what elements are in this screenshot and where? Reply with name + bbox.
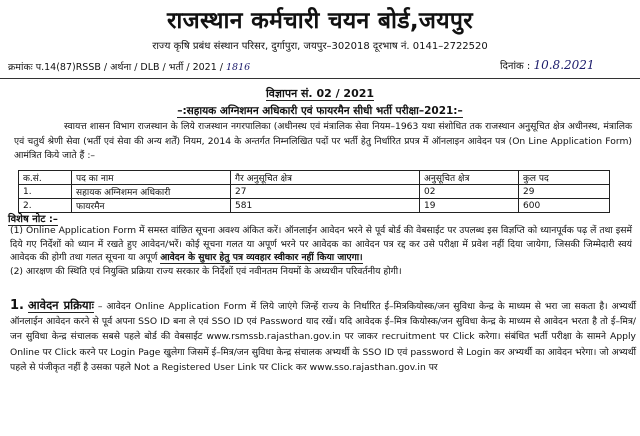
exam-title: –:सहायक अग्निशमन अधिकारी एवं फायरमैन सीधी भर्ती परीक्षा–2021:–: [177, 105, 463, 117]
posts-table: [18, 170, 610, 213]
table-cell: 29: [519, 185, 610, 199]
note-item-2: (2) आरक्षण की स्थिति एवं नियुक्ति प्रक्रिया राज्य सरकार के निर्देशों एवं नवीनतम नियमों के अध्यधीन परिवर्तनीय होगी।: [10, 265, 402, 277]
note-emphasis: आवेदन के सुधार हेतु पत्र व्यवहार स्वीकार नहीं किया जाएगा।: [160, 252, 363, 264]
table-cell: 600: [519, 199, 610, 213]
board-address: राज्य कृषि प्रबंध संस्थान परिसर, दुर्गापुरा, जयपुर–302018 दूरभाष नं. 0141–2722520: [152, 41, 488, 52]
section-application-process: [10, 298, 636, 375]
table-cell: 581: [231, 199, 420, 213]
table-header: अनुसूचित क्षेत्र: [420, 171, 519, 185]
notice-title: विज्ञापन सं. 02 / 2021: [265, 87, 375, 100]
table-cell: फायरमैन: [72, 199, 231, 213]
table-cell: 19: [420, 199, 519, 213]
table-row: [19, 185, 610, 199]
date-line: [500, 58, 595, 72]
table-cell: 27: [231, 185, 420, 199]
date-label: दिनांक :: [500, 61, 531, 72]
table-cell: 02: [420, 185, 519, 199]
table-header-row: [19, 171, 610, 185]
special-note-heading: विशेष नोट :–: [8, 214, 58, 225]
intro-paragraph: स्वायत्त शासन विभाग राजस्थान के लिये राजस्थान नगरपालिका (अधीनस्थ एवं मंत्रालिक सेवा नियम–1963 यथा संशोधित तक राजस्थान अनुसूचित क्षेत्र अधीनस्थ, मंत्रालिक एवं चतुर्थ श्रेणी सेवा (भर्ती एवं सेवा की अन्य शर्तें) नियम, 2014 के अन्तर्गत निम्नलिखित पदों पर भर्ती हेतु निर्धारित प्रपत्र में ऑनलाइन आवेदन पत्र (On Line Application Form) आमंत्रित किये जाते हैं :–: [14, 121, 632, 161]
section-text: – आवेदन Online Application Form में लिये जाएंगे जिन्हें राज्य के निर्धारित ई–मित्रकियोस्क/जन सुविधा केन्द्र के माध्यम से भरा जा सकता है। अभ्यर्थी ऑनलाईन आवेदन करने से पूर्व अपना SSO ID बना ले एवं SSO ID एवं Password याद रखें। यदि आवेदक ई–मित्र कियोस्क/जन सुविधा केन्द्र के माध्यम से आवेदन भरता है तो ई–मित्र/जन सुविधा केन्द्र संचालक सबसे पहले बोर्ड की वेबसाईट www.rsmssb.rajasthan.gov.in पर जाकर recruitment पर Click करेगा। संबंधित भर्ती परीक्षा के सामने Apply Online पर Click करने पर Login Page खुलेगा जिसमें ई–मित्र/जन सुविधा केन्द्र संचालक अभ्यर्थी के SSO ID एवं password से Login कर अभ्यर्थी का आवेदन भरेगा। जो अभ्यर्थी पहले से पंजीकृत नहीं है उसका पहले Not a Registered User Link पर Click कर www.sso.rajasthan.gov.in पर: [10, 301, 637, 373]
table-cell: सहायक अग्निशमन अधिकारी: [72, 185, 231, 199]
table-header: कुल पद: [519, 171, 610, 185]
table-header: क.सं.: [19, 171, 72, 185]
table-row: [19, 199, 610, 213]
reference-number: प.14(87)RSSB / अर्थना / DLB / भर्ती / 2021 /: [35, 62, 223, 73]
divider: [0, 78, 640, 79]
table-cell: 2.: [19, 199, 72, 213]
reference-label: क्रमांकः: [8, 62, 33, 73]
board-title: राजस्थान कर्मचारी चयन बोर्ड,जयपुर: [166, 8, 474, 34]
reference-line: [8, 60, 250, 73]
handwritten-date: 10.8.2021: [533, 58, 595, 72]
handwritten-number: 1816: [226, 62, 251, 73]
note-item-1: (1) Online Application Form में समस्त वांछित सूचना अवश्य अंकित करें। ऑनलाईन आवेदन भरने से पूर्व बोर्ड की वेबसाईट पर उपलब्ध इस विज्ञप्ति को ध्यानपूर्वक पढ़ लें तथा इसमें दिये गए निर्देशों को ध्यान में रखते हुए आवेदन/भरें। कोई सूचना गलत या अपूर्ण भरने पर आवेदक का आवेदन पत्र रद्द कर उसे परीक्षा में प्रवेश नहीं दिया जायेगा, जिसकी जिम्मेदारी स्वयं आवेदक की होगी तथा गलत सूचना या अपूर्ण आवेदन के सुधार हेतु पत्र व्यवहार स्वीकार नहीं किया जाएगा।: [10, 225, 632, 264]
section-heading: आवेदन प्रक्रियाः: [27, 298, 94, 312]
special-note-body: [10, 224, 632, 278]
table-cell: 1.: [19, 185, 72, 199]
section-number: 1.: [10, 298, 24, 313]
table-header: गैर अनुसूचित क्षेत्र: [231, 171, 420, 185]
table-header: पद का नाम: [72, 171, 231, 185]
